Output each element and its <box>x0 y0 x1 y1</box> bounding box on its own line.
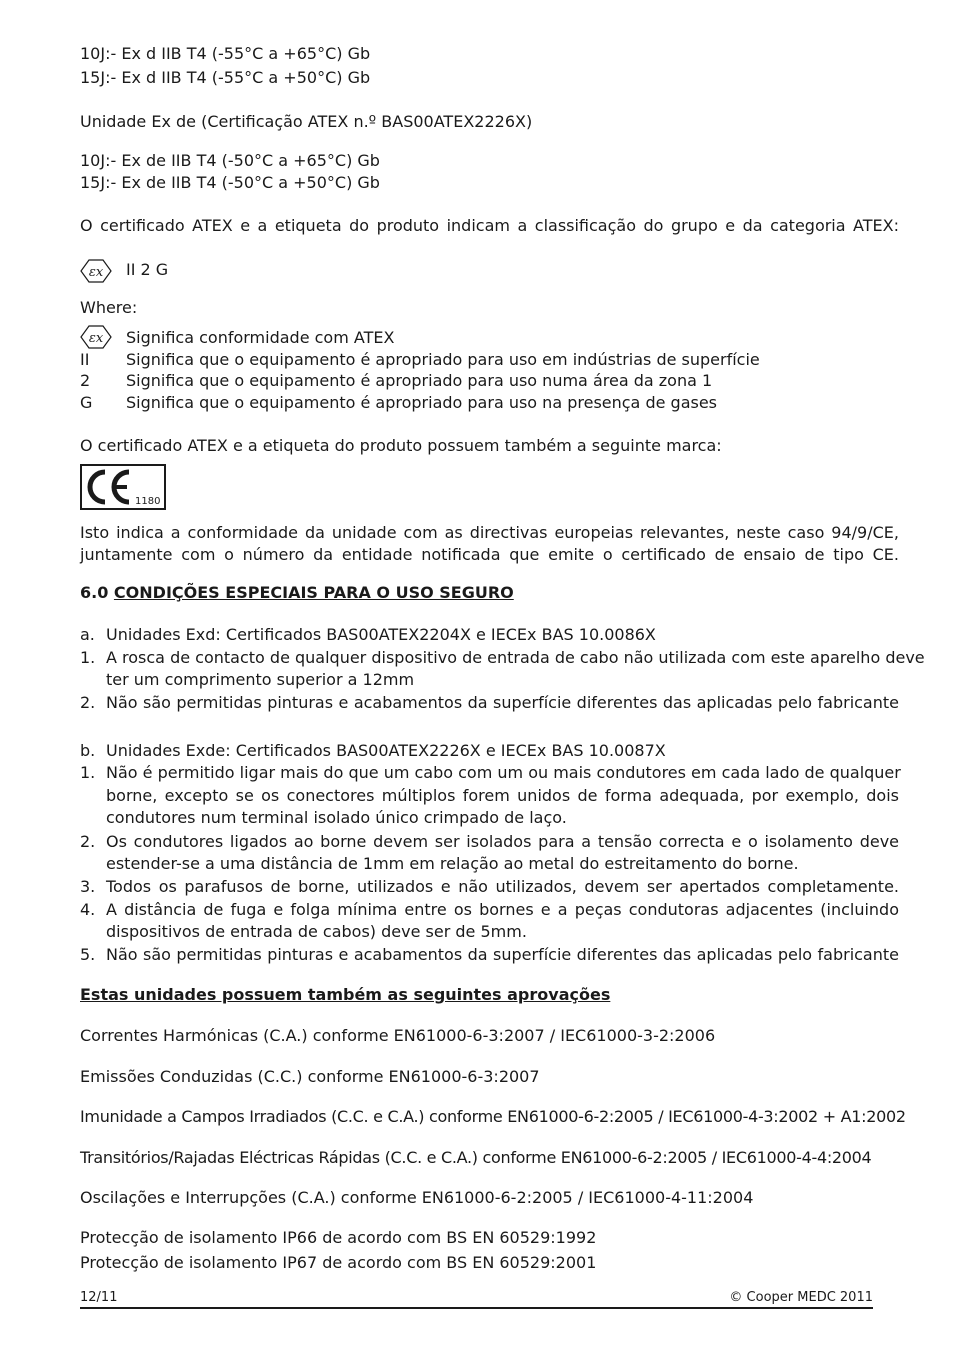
list-heading: Unidades Exd: Certificados BAS00ATEX2204X e IECEx BAS 10.0086X <box>106 625 656 644</box>
legend-text: Significa que o equipamento é apropriado para uso em indústrias de superfície <box>126 350 760 369</box>
exd-15j-line: 15J:- Ex d IIB T4 (-55°C a +50°C) Gb <box>80 68 371 87</box>
list-number: 3. <box>80 877 96 896</box>
legend-key: 2 <box>80 371 91 390</box>
list-heading: Unidades Exde: Certificados BAS00ATEX2226X e IECEx BAS 10.0087X <box>106 741 666 760</box>
list-item-line: borne, excepto se os conectores múltiplos forem unidos de forma adequada, por exemplo, dois <box>106 786 899 805</box>
list-item-line: Todos os parafusos de borne, utilizados e não utilizados, devem ser apertados completamente. <box>106 877 899 896</box>
footer-copyright: © Cooper MEDC 2011 <box>729 1290 873 1305</box>
list-item-line: estender-se a uma distância de 1mm em relação ao metal do estreitamento do borne. <box>106 854 799 873</box>
approval-line: Transitórios/Rajadas Eléctricas Rápidas (C.C. e C.A.) conforme EN61000-6-2:2005 / IEC61000-4-4:2004 <box>80 1148 872 1167</box>
list-number: 2. <box>80 693 96 712</box>
list-item-line: condutores num terminal isolado único crimpado de laço. <box>106 808 567 827</box>
list-number: 1. <box>80 763 96 782</box>
list-marker: b. <box>80 741 96 760</box>
list-number: 2. <box>80 832 96 851</box>
section-title: CONDIÇÕES ESPECIAIS PARA O USO SEGURO <box>113 583 514 602</box>
legend-key: G <box>80 393 93 412</box>
list-marker: a. <box>80 625 95 644</box>
list-item-line: Não são permitidas pinturas e acabamentos da superfície diferentes das aplicadas pelo fabricante <box>106 945 899 964</box>
list-item-line: Os condutores ligados ao borne devem ser isolados para a tensão correcta e o isolamento deve <box>106 832 899 851</box>
exd-10j-line: 10J:- Ex d IIB T4 (-55°C a +65°C) Gb <box>80 44 371 63</box>
atex-marking-text: II 2 G <box>126 260 169 279</box>
ex-hexagon-icon <box>80 325 112 347</box>
section-number: 6.0 <box>80 583 109 602</box>
legend-text: Significa conformidade com ATEX <box>126 328 395 347</box>
footer-date: 12/11 <box>80 1290 118 1305</box>
ce-intro-text: O certificado ATEX e a etiqueta do produto possuem também a seguinte marca: <box>80 436 722 455</box>
legend-text: Significa que o equipamento é apropriado para uso numa área da zona 1 <box>126 371 713 390</box>
where-label: Where: <box>80 298 138 317</box>
legend-text: Significa que o equipamento é apropriado para uso na presença de gases <box>126 393 718 412</box>
ip-line: Protecção de isolamento IP66 de acordo com BS EN 60529:1992 <box>80 1228 597 1247</box>
atex-intro-text: O certificado ATEX e a etiqueta do produto indicam a classificação do grupo e da categoria ATEX: <box>80 216 899 235</box>
conformity-line: Isto indica a conformidade da unidade com as directivas europeias relevantes, neste caso 94/9/CE, <box>80 523 899 542</box>
list-item-line: Não são permitidas pinturas e acabamentos da superfície diferentes das aplicadas pelo fabricante <box>106 693 899 712</box>
list-number: 5. <box>80 945 96 964</box>
ce-mark-icon <box>85 469 133 505</box>
ce-notified-body-number: 1180 <box>135 496 161 507</box>
ce-mark-box <box>80 464 166 510</box>
conformity-line: juntamente com o número da entidade notificada que emite o certificado de ensaio de tipo CE. <box>80 545 899 564</box>
ip-line: Protecção de isolamento IP67 de acordo com BS EN 60529:2001 <box>80 1253 597 1272</box>
list-item-line: dispositivos de entrada de cabos) deve ser de 5mm. <box>106 922 527 941</box>
approval-line: Imunidade a Campos Irradiados (C.C. e C.A.) conforme EN61000-6-2:2005 / IEC61000-4-3:2002 + A1:2002 <box>80 1107 906 1126</box>
list-item-line: Não é permitido ligar mais do que um cabo com um ou mais condutores em cada lado de qualquer <box>106 763 901 782</box>
approvals-heading: Estas unidades possuem também as seguintes aprovações <box>80 985 611 1004</box>
ex-hexagon-icon <box>80 259 112 281</box>
exde-unit-line: Unidade Ex de (Certificação ATEX n.º BAS00ATEX2226X) <box>80 112 533 131</box>
approval-line: Emissões Conduzidas (C.C.) conforme EN61000-6-3:2007 <box>80 1067 540 1086</box>
list-item-line: A distância de fuga e folga mínima entre os bornes e a peças condutoras adjacentes (incluindo <box>106 900 899 919</box>
svg-text:εx: εx <box>88 265 104 280</box>
list-number: 4. <box>80 900 96 919</box>
section-heading <box>80 582 514 604</box>
approval-line: Correntes Harmónicas (C.A.) conforme EN61000-6-3:2007 / IEC61000-3-2:2006 <box>80 1026 716 1045</box>
approval-line: Oscilações e Interrupções (C.A.) conforme EN61000-6-2:2005 / IEC61000-4-11:2004 <box>80 1188 754 1207</box>
legend-key: II <box>80 350 90 369</box>
svg-text:εx: εx <box>88 331 104 346</box>
list-item-line: A rosca de contacto de qualquer dispositivo de entrada de cabo não utilizada com este aparelho deve <box>106 648 925 667</box>
list-item-line: ter um comprimento superior a 12mm <box>106 670 415 689</box>
list-number: 1. <box>80 648 96 667</box>
footer-divider <box>80 1307 873 1309</box>
exde-15j-line: 15J:- Ex de IIB T4 (-50°C a +50°C) Gb <box>80 173 380 192</box>
exde-10j-line: 10J:- Ex de IIB T4 (-50°C a +65°C) Gb <box>80 151 380 170</box>
